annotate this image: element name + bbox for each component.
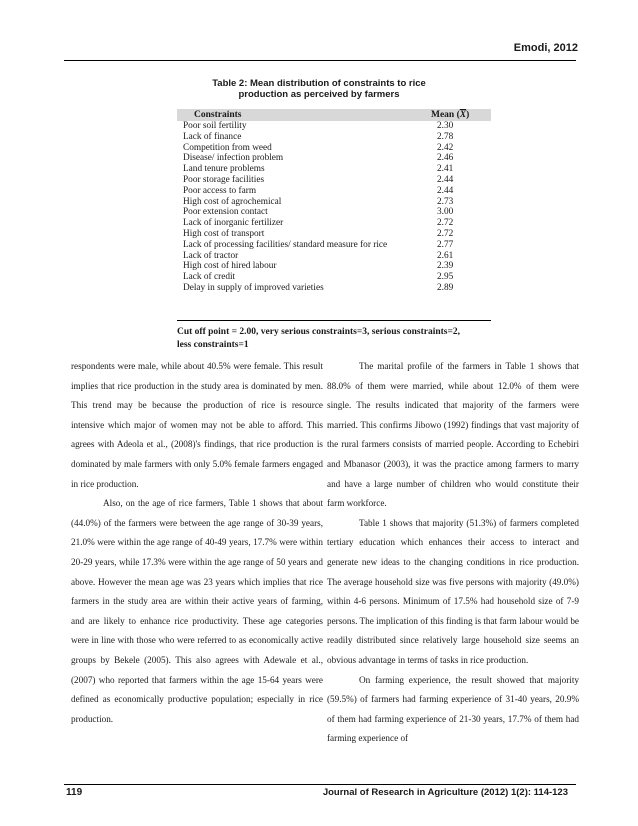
left-paragraph-1: respondents were male, while about 40.5% were female. This result implies that rice production in the study area is dominated by men. This trend may be because the production of rice is resource intensive which major of women may not be able to afford. This agrees with Adeola et al., (2008)'s findings, that rice production is dominated by male farmers with only 5.0% female farmers engaged in rice production. [71,361,323,489]
table-row [177,261,491,272]
table-row [177,229,491,240]
mean-cell: 2.46 [437,153,454,164]
mean-cell: 2.95 [437,272,454,283]
table-bottom-rule [177,320,491,321]
mean-cell: 2.30 [437,121,454,131]
constraint-cell: Poor storage facilities [183,174,265,185]
header-mean-label: Mean ( [431,110,460,120]
constraint-cell: Lack of processing facilities/ standard measure for rice [183,239,388,250]
mean-cell: 2.41 [437,164,454,175]
journal-citation: Journal of Research in Agriculture (2012) 1(2): 114-123 [322,787,568,798]
table-note [177,326,507,352]
footer-rule [64,784,576,785]
table-row [177,218,491,229]
constraint-cell: High cost of hired labour [183,261,277,272]
mean-cell: 2.72 [437,228,454,239]
constraints-table [177,109,491,294]
left-paragraph-2: Also, on the age of rice farmers, Table 1 shows that about (44.0%) of the farmers were between the age range of 30-39 years, 21.0% were within the age range of 40-49 years, 17.7% were within 20-29 years, while 17.3% were within the age range of 50 years and above. However the mean age was 23 years which implies that rice farmers in the study area are within their active years of farming, and are likely to enhance rice productivity. These age categories were in line with those who were referred to as economically active groups by Bekele (2005). This also agrees with Adewale et al., (2007) who reported that farmers within the age 15-64 years were defined as economically productive population; especially in rice production. [71,498,323,724]
header-mean [431,109,491,121]
mean-cell: 2.73 [437,196,454,207]
table-caption [0,78,638,100]
mean-cell: 2.89 [437,282,454,293]
table-row [177,207,491,218]
header-constraints: Constraints [194,110,242,120]
table-note-line2: less constraints=1 [177,340,249,350]
constraint-cell: Lack of inorganic fertilizer [183,218,284,229]
right-column [327,357,579,749]
mean-cell: 2.72 [437,218,454,229]
table-caption-line1: Table 2: Mean distribution of constraints to rice [212,78,426,89]
right-paragraph-2: Table 1 shows that majority (51.3%) of farmers completed tertiary education which enhances their access to interact and generate new ideas to the changing conditions in rice production. The average household size was five persons with majority (49.0%) within 4-6 persons. Minimum of 17.5% had household size of 7-9 persons. The implication of this finding is that farm labour would be readily distributed since relatively large household size seems an obvious advantage in terms of tasks in rice production. [327,517,579,665]
constraint-cell: Land tenure problems [183,164,265,175]
table-body [177,121,491,294]
mean-cell: 2.44 [437,174,454,185]
table-row [177,251,491,262]
table-row [177,272,491,283]
mean-cell: 2.78 [437,131,454,142]
mean-cell: 2.42 [437,142,454,153]
mean-cell: 2.77 [437,239,454,250]
table-header-row [177,109,491,121]
mean-cell: 2.44 [437,185,454,196]
constraint-cell: Poor access to farm [183,185,257,196]
constraint-cell: Competition from weed [183,142,272,153]
table-row [177,121,491,132]
header-mean-symbol: $\overline{X}$ [459,110,467,120]
table-note-line1: Cut off point = 2.00, very serious constraints=3, serious constraints=2, [177,327,461,337]
constraint-cell: Poor extension contact [183,207,268,218]
right-paragraph-3: On farming experience, the result showed that majority (59.5%) of farmers had farming experience of 31-40 years, 20.9% of them had farming experience of 21-30 years, 17.7% of them had farming experience of [327,674,579,744]
mean-cell: 2.39 [437,261,454,272]
table-row [177,283,491,294]
table-row [177,186,491,197]
constraint-cell: High cost of transport [183,228,265,239]
table-caption-line2: production as perceived by farmers [238,89,400,100]
table-row [177,175,491,186]
constraint-cell: Delay in supply of improved varieties [183,282,324,293]
table-row [177,132,491,143]
constraint-cell: Lack of finance [183,131,242,142]
mean-cell: 3.00 [437,207,454,218]
constraint-cell: Poor soil fertility [183,121,247,131]
table-row [177,197,491,208]
table-row [177,153,491,164]
constraint-cell: High cost of agrochemical [183,196,282,207]
header-rule [64,60,576,61]
header-mean-close: ) [466,110,470,120]
right-paragraph-1: The marital profile of the farmers in Table 1 shows that 88.0% of them were married, while about 12.0% of them were single. The results indicated that majority of the farmers were married. This confirms Jibowo (1992) findings that vast majority of the rural farmers consists of married people. According to Echebiri and Mbanasor (2003), it was the practice among farmers to marry and have a large number of children who would constitute their farm workforce. [327,361,579,509]
constraint-cell: Lack of credit [183,272,236,283]
table-row [177,164,491,175]
left-column [71,357,323,729]
running-head: Emodi, 2012 [513,42,578,54]
constraint-cell: Disease/ infection problem [183,153,284,164]
table-row [177,240,491,251]
page-number: 119 [66,787,83,798]
constraint-cell: Lack of tractor [183,250,239,261]
mean-cell: 2.61 [437,250,454,261]
table-row [177,143,491,154]
